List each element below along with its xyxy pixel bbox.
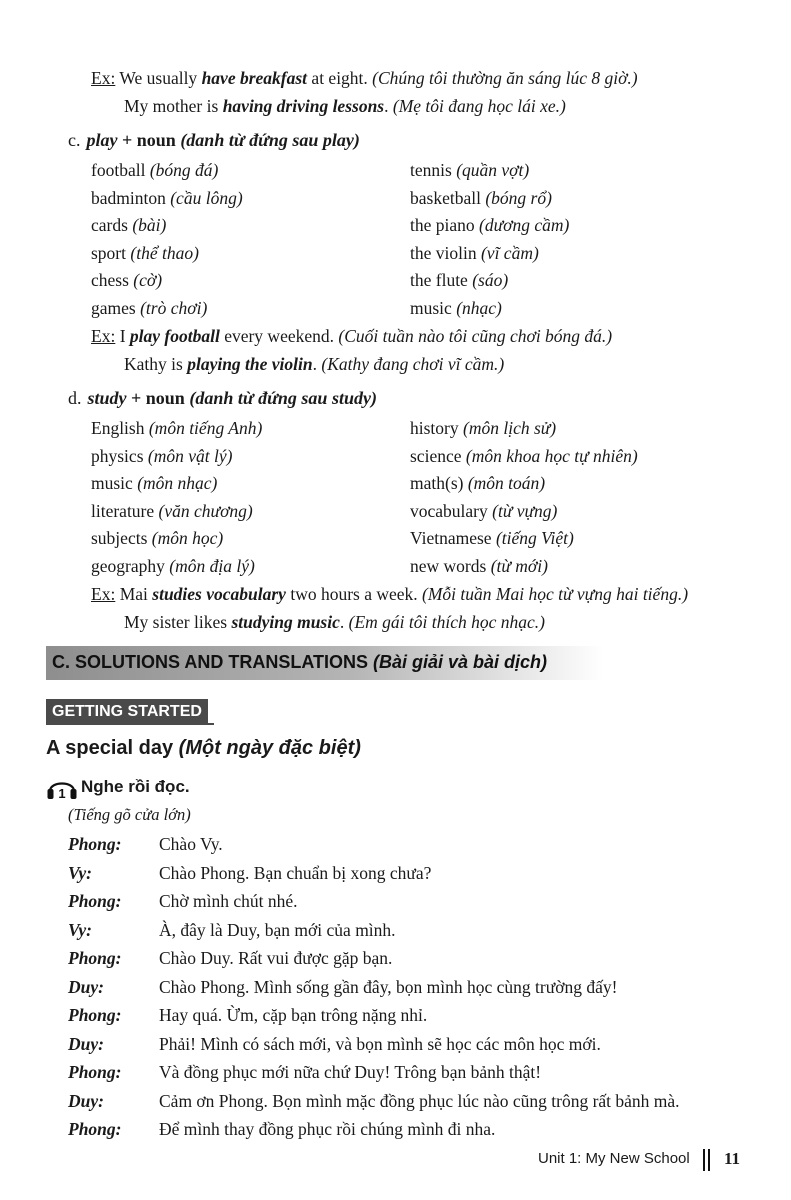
dialogue-text: Chào Phong. Mình sống gần đây, bọn mình học cùng trường đấy! (159, 976, 618, 997)
dialogue (68, 833, 758, 1147)
speaker: Vy: (68, 862, 92, 883)
example-line: Kathy is playing the violin. (Kathy đang chơi vĩ cầm.) (124, 354, 505, 374)
page-footer (538, 1149, 741, 1168)
list-item: English (môn tiếng Anh) history (môn lịch sử) (91, 418, 557, 438)
dialogue-line (68, 1061, 758, 1090)
speaker: Duy: (68, 976, 104, 997)
dialogue-text: Và đồng phục mới nữa chứ Duy! Trông bạn bảnh thật! (159, 1062, 542, 1082)
dialogue-line (68, 1004, 758, 1033)
translation: (Em gái tôi thích học nhạc.) (348, 612, 545, 632)
highlight-phrase: having driving lessons (222, 96, 385, 116)
highlight-phrase: play football (129, 326, 220, 346)
example-line: Ex: Mai studies vocabulary two hours a week. (Mỗi tuần Mai học từ vựng hai tiếng.) (91, 584, 689, 604)
footer-unit-title: Unit 1: My New School (538, 1150, 690, 1167)
dialogue-line (68, 1118, 758, 1147)
footer-divider (703, 1149, 711, 1171)
dialogue-text: Phải! Mình có sách mới, và bọn mình sẽ học các môn học mới. (159, 1033, 601, 1054)
highlight-phrase: studies vocabulary (152, 584, 286, 604)
dialogue-text: À, đây là Duy, bạn mới của mình. (159, 919, 396, 940)
example-label: Ex: (91, 326, 116, 346)
example-line: My sister likes studying music. (Em gái tôi thích học nhạc.) (124, 612, 545, 632)
list-item: cards (bài) the piano (dương cầm) (91, 215, 570, 235)
section-c-heading: c. play + noun (danh từ đứng sau play) (68, 130, 360, 150)
stage-direction: (Tiếng gõ cửa lớn) (68, 805, 191, 824)
dialogue-line (68, 890, 758, 919)
translation: (Mỗi tuần Mai học từ vựng hai tiếng.) (422, 584, 689, 604)
banner-subtitle: (Bài giải và bài dịch) (373, 652, 548, 672)
example-label: Ex: (91, 68, 116, 88)
section-d-heading: d. study + noun (danh từ đứng sau study) (68, 388, 377, 408)
translation: (Mẹ tôi đang học lái xe.) (392, 96, 566, 116)
banner-title: C. SOLUTIONS AND TRANSLATIONS (52, 652, 373, 672)
example-line: Ex: We usually have breakfast at eight. (Chúng tôi thường ăn sáng lúc 8 giờ.) (91, 68, 638, 88)
dialogue-line (68, 1090, 758, 1119)
play-noun-list (91, 159, 711, 324)
dialogue-text: Chào Phong. Bạn chuẩn bị xong chưa? (159, 862, 432, 883)
exercise-label: Nghe rồi đọc. (81, 777, 190, 796)
translation: (Cuối tuần nào tôi cũng chơi bóng đá.) (338, 326, 613, 346)
headphones-icon (46, 775, 78, 801)
speaker: Phong: (68, 1062, 122, 1082)
dialogue-text: Chào Duy. Rất vui được gặp bạn. (159, 948, 393, 968)
list-item: music (môn nhạc) math(s) (môn toán) (91, 473, 546, 493)
translation: (Kathy đang chơi vĩ cầm.) (321, 354, 505, 374)
dialogue-line (68, 947, 758, 976)
translation: (Chúng tôi thường ăn sáng lúc 8 giờ.) (372, 68, 638, 88)
speaker: Phong: (68, 891, 122, 911)
speaker: Phong: (68, 948, 122, 968)
list-item: games (trò chơi) music (nhạc) (91, 297, 502, 318)
dialogue-line (68, 976, 758, 1005)
section-banner (46, 646, 604, 680)
lesson-title: A special day (Một ngày đặc biệt) (46, 737, 361, 759)
list-item: geography (môn địa lý) new words (từ mới) (91, 555, 548, 576)
list-item: football (bóng đá) tennis (quần vợt) (91, 160, 530, 180)
list-item: sport (thể thao) the violin (vĩ cầm) (91, 242, 539, 263)
speaker: Phong: (68, 1119, 122, 1139)
dialogue-text: Chào Vy. (159, 834, 223, 854)
dialogue-line (68, 1033, 758, 1062)
speaker: Duy: (68, 1033, 104, 1054)
example-line: Ex: I play football every weekend. (Cuối tuần nào tôi cũng chơi bóng đá.) (91, 326, 613, 346)
dialogue-text: Hay quá. Ừm, cặp bạn trông nặng nhỉ. (159, 1005, 428, 1025)
dialogue-line (68, 919, 758, 948)
divider (46, 723, 214, 725)
dialogue-text: Chờ mình chút nhé. (159, 891, 298, 911)
highlight-phrase: playing the violin (187, 354, 313, 374)
list-item: chess (cờ) the flute (sáo) (91, 270, 509, 290)
speaker: Vy: (68, 919, 92, 940)
page-number: 11 (724, 1149, 741, 1168)
dialogue-line (68, 862, 758, 891)
highlight-phrase: studying music (231, 612, 340, 632)
example-line: My mother is having driving lessons. (Mẹ tôi đang học lái xe.) (124, 96, 566, 116)
study-noun-list (91, 417, 711, 582)
getting-started-label: GETTING STARTED (46, 699, 208, 725)
dialogue-text: Cảm ơn Phong. Bọn mình mặc đồng phục lúc nào cũng trông rất bảnh mà. (159, 1090, 680, 1111)
highlight-phrase: have breakfast (201, 68, 308, 88)
list-item: badminton (cầu lông) basketball (bóng rổ) (91, 187, 552, 208)
speaker: Phong: (68, 834, 122, 854)
speaker: Duy: (68, 1090, 104, 1111)
example-label: Ex: (91, 584, 116, 604)
dialogue-text: Để mình thay đồng phục rồi chúng mình đi nha. (159, 1119, 496, 1139)
list-item: literature (văn chương) vocabulary (từ vựng) (91, 500, 558, 521)
exercise-number: 1 (58, 786, 66, 801)
list-item: physics (môn vật lý) science (môn khoa học tự nhiên) (91, 445, 638, 466)
dialogue-line (68, 833, 758, 862)
speaker: Phong: (68, 1005, 122, 1025)
list-item: subjects (môn học) Vietnamese (tiếng Việt) (91, 528, 574, 548)
